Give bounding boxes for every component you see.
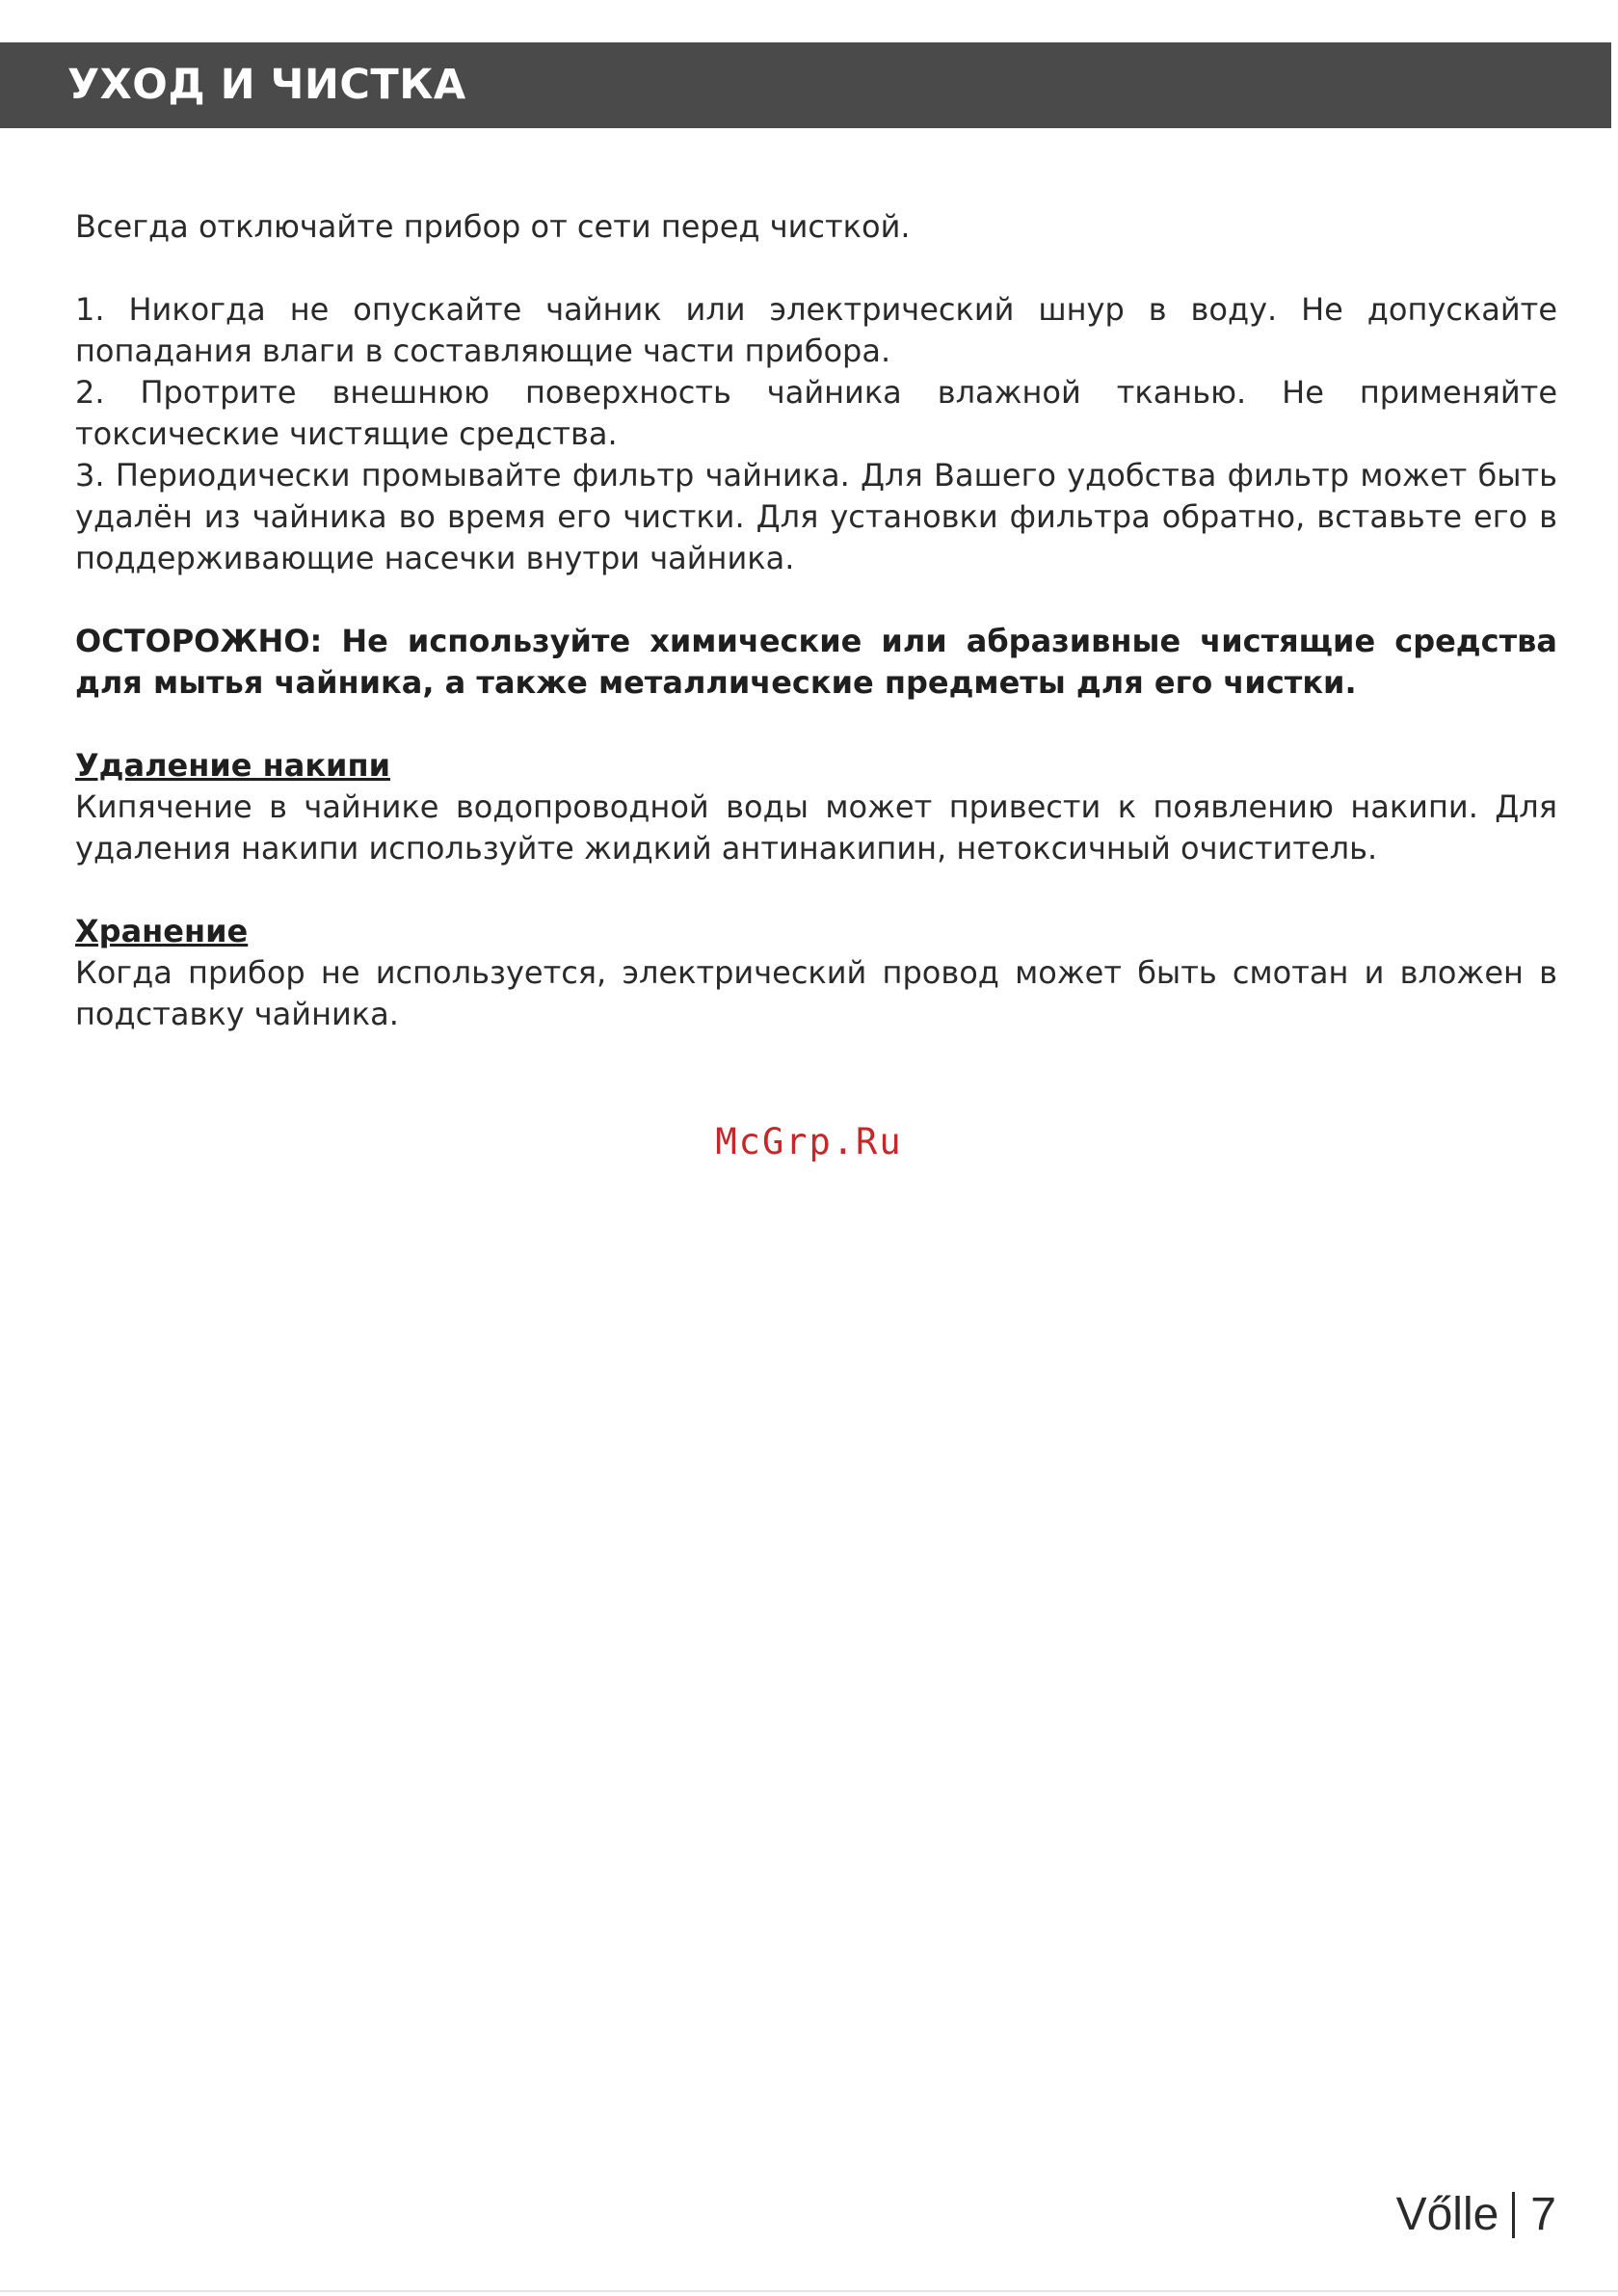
spacer [75,704,1557,745]
step-2: 2. Протрите внешнюю поверхность чайника влажной тканью. Не применяйте токсические чистящие средства. [75,374,1557,452]
storage-text: Когда прибор не используется, электрический провод может быть смотан и вложен в подставку чайника. [75,954,1557,1032]
content-body [75,206,1557,1035]
footer-separator [1512,2192,1515,2238]
section-header-bar [0,42,1611,128]
page-number: 7 [1530,2189,1556,2240]
caution-text: ОСТОРОЖНО: Не используйте химические или абразивные чистящие средства для мытья чайника, а также металлические предметы для его чистки. [75,623,1557,701]
page-footer [1396,2188,1556,2241]
storage-heading: Хранение [75,913,249,949]
step-3: 3. Периодически промывайте фильтр чайника. Для Вашего удобства фильтр может быть удалён из чайника во время его чистки. Для установки фильтра обратно, вставьте его в поддерживающие насечки внутри чайника. [75,457,1557,576]
intro-text: Всегда отключайте прибор от сети перед чисткой. [75,208,911,245]
page-title: УХОД И ЧИСТКА [67,61,466,109]
descaling-heading: Удаление накипи [75,747,390,784]
descaling-text: Кипячение в чайнике водопроводной воды может привести к появлению накипи. Для удаления накипи используйте жидкий антинакипин, нетоксичный очиститель. [75,788,1557,867]
bottom-rule [0,2290,1618,2292]
spacer [75,579,1557,621]
spacer [75,869,1557,911]
step-1: 1. Никогда не опускайте чайник или электрический шнур в воду. Не допускайте попадания влаги в составляющие части прибора. [75,291,1557,369]
watermark-link[interactable]: McGrp.Ru [715,1121,903,1162]
spacer [75,248,1557,289]
brand-logo: Vőlle [1395,2189,1499,2240]
